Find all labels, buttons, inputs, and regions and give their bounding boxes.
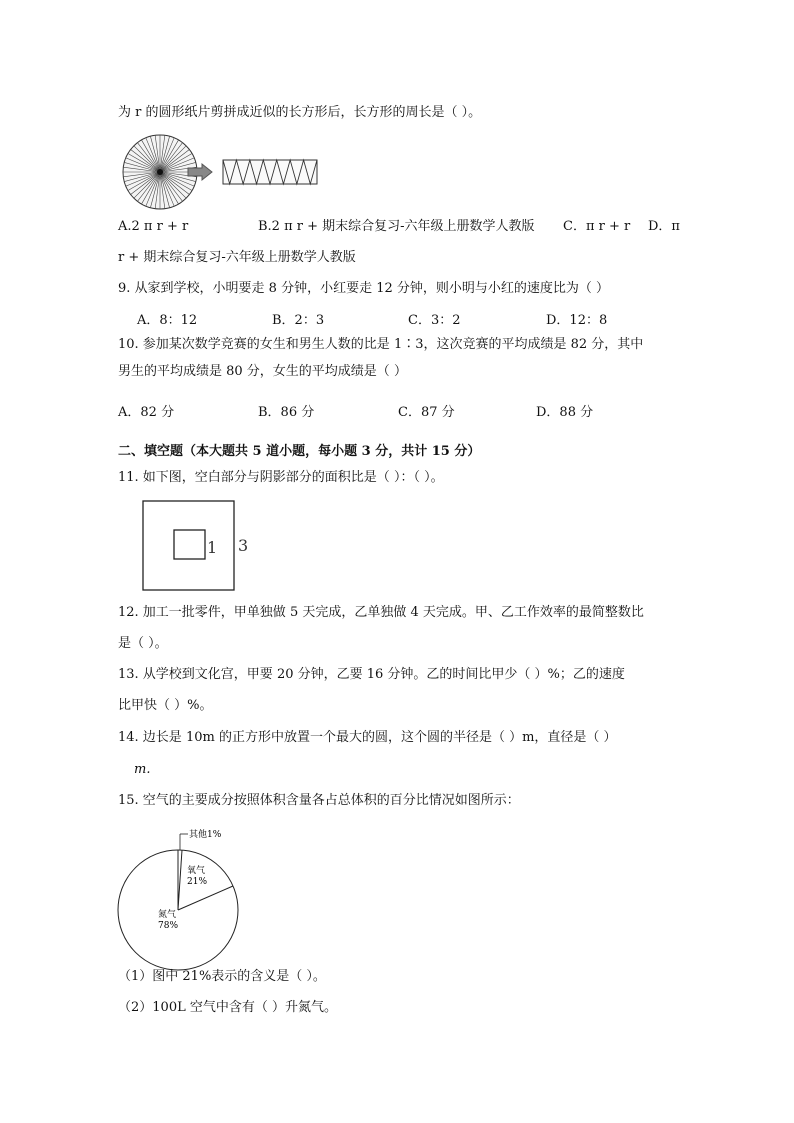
q11-stem: 11. 如下图，空白部分与阴影部分的面积比是（ ）：（ ）。 — [118, 470, 444, 485]
q12-stem-line2: 是（ ）。 — [118, 636, 168, 651]
section-heading: 二、填空题（本大题共 5 道小题，每小题 3 分，共计 15 分） — [118, 444, 481, 459]
air-composition-pie — [118, 824, 348, 974]
q10-option-b[interactable]: B．86 分 — [258, 405, 315, 420]
q9-option-c[interactable]: C．3：2 — [408, 313, 461, 328]
q10-option-c[interactable]: C．87 分 — [398, 405, 455, 420]
q8-stem: 为 r 的圆形纸片剪拼成近似的长方形后，长方形的周长是（ ）。 — [118, 105, 482, 120]
q10-stem-line2: 男生的平均成绩是 80 分，女生的平均成绩是（ ） — [118, 364, 407, 379]
q9-option-b[interactable]: B．2：3 — [272, 313, 325, 328]
arrow-icon — [188, 164, 214, 180]
q15-sub1: （1）图中 21%表示的含义是（ ）。 — [118, 969, 326, 984]
q13-stem-line2: 比甲快（ ）%。 — [118, 698, 213, 713]
q10-option-a[interactable]: A．82 分 — [118, 405, 175, 420]
q12-stem-line1: 12. 加工一批零件，甲单独做 5 天完成，乙单独做 4 天完成。甲、乙工作效率的最简整数比 — [118, 605, 644, 620]
q13-stem-line1: 13. 从学校到文化宫，甲要 20 分钟，乙要 16 分钟。乙的时间比甲少（ ）%；乙的速度 — [118, 667, 625, 682]
q14-stem-line1: 14. 边长是 10m 的正方形中放置一个最大的圆，这个圆的半径是（ ）m，直径是（ ） — [118, 730, 617, 745]
q8-option-d[interactable]: D．π — [648, 219, 680, 234]
q8-option-d-continued: r + 期末综合复习-六年级上册数学人教版 — [118, 250, 356, 265]
q15-sub2: （2）100L 空气中含有（ ）升氮气。 — [118, 1000, 337, 1015]
pie-label-oxygen-pct: 21% — [187, 877, 208, 887]
nested-squares-figure — [140, 498, 270, 594]
q9-stem: 9. 从家到学校，小明要走 8 分钟，小红要走 12 分钟，则小明与小红的速度比为（ ） — [118, 281, 610, 296]
q10-option-d[interactable]: D．88 分 — [536, 405, 594, 420]
q15-stem: 15. 空气的主要成分按照体积含量各占总体积的百分比情况如图所示： — [118, 793, 520, 808]
pie-label-other: 其他1% — [189, 830, 222, 840]
q9-option-d[interactable]: D．12：8 — [546, 313, 608, 328]
q8-option-a[interactable]: A.2 π r + r — [118, 219, 189, 234]
q9-option-a[interactable]: A．8：12 — [137, 313, 198, 328]
outer-square-label: 3 — [238, 536, 249, 555]
pie-label-oxygen: 氧气 — [187, 866, 206, 876]
pie-label-nitrogen-pct: 78% — [158, 921, 179, 931]
inner-square-label: 1 — [207, 538, 218, 557]
approx-rectangle-figure — [222, 158, 318, 186]
q8-option-c[interactable]: C．π r + r — [563, 219, 631, 234]
pie-label-nitrogen: 氮气 — [158, 910, 177, 920]
q14-stem-line2: m. — [134, 762, 151, 777]
q8-option-b[interactable]: B.2 π r + 期末综合复习-六年级上册数学人教版 — [258, 219, 535, 234]
q10-stem-line1: 10. 参加某次数学竞赛的女生和男生人数的比是 1∶3，这次竞赛的平均成绩是 82 分，其中 — [118, 337, 644, 352]
